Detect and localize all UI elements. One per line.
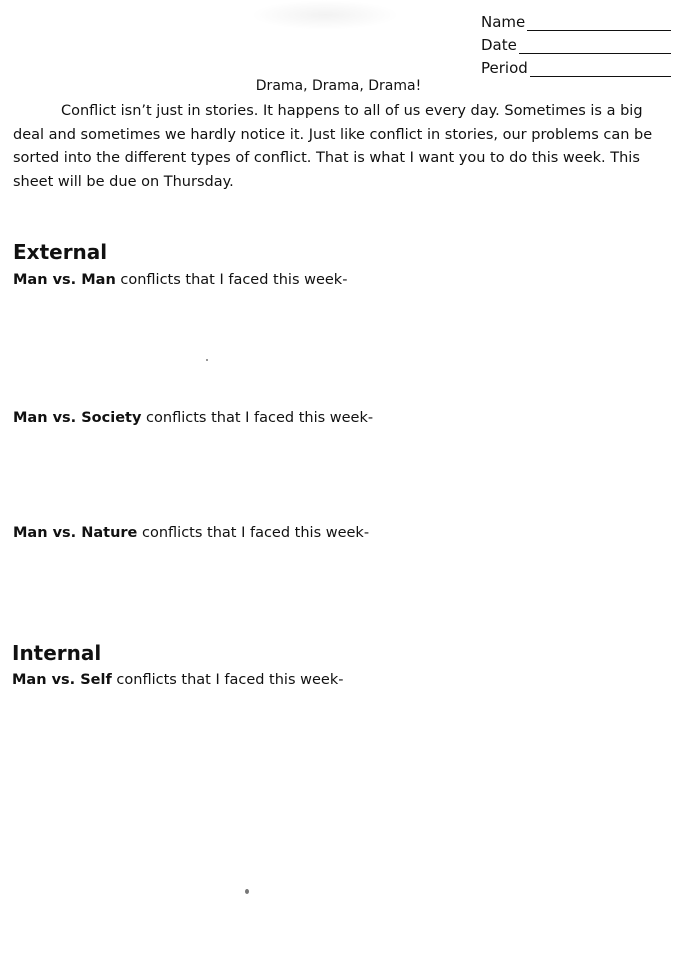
prompt-bold-term: Man — [81, 272, 116, 288]
period-label: Period — [481, 59, 528, 77]
man-vs-self-prompt — [12, 671, 343, 689]
scan-smudge — [250, 0, 400, 30]
date-blank-line[interactable] — [519, 37, 671, 54]
prompt-prefix: Man vs. — [13, 272, 82, 288]
worksheet-title: Drama, Drama, Drama! — [255, 78, 422, 94]
prompt-bold-term: Society — [81, 410, 142, 426]
prompt-suffix: conflicts that I faced this week- — [111, 672, 344, 688]
name-label: Name — [481, 13, 526, 31]
prompt-bold-term: Self — [80, 672, 112, 688]
prompt-suffix: conflicts that I faced this week- — [115, 272, 348, 288]
name-blank-line[interactable] — [527, 14, 671, 31]
man-vs-society-prompt — [13, 409, 373, 427]
prompt-prefix: Man vs. — [13, 410, 82, 426]
external-heading: External — [13, 240, 108, 264]
man-vs-man-prompt — [13, 271, 347, 289]
scan-speck — [245, 889, 249, 894]
prompt-prefix: Man vs. — [13, 525, 82, 541]
period-blank-line[interactable] — [530, 60, 671, 77]
period-field[interactable] — [481, 54, 671, 77]
date-field[interactable] — [481, 31, 671, 54]
prompt-prefix: Man vs. — [12, 672, 81, 688]
man-vs-nature-prompt — [13, 524, 369, 542]
prompt-suffix: conflicts that I faced this week- — [141, 410, 374, 426]
intro-paragraph: Conflict isn’t just in stories. It happens to all of us every day. Sometimes is a big deal and sometimes we hardly notice it. Just like conflict in stories, our problems can be sorted into the different types of conflict. That is what I want you to do this week. This sheet will be due on Thursday. — [13, 103, 653, 190]
date-label: Date — [481, 36, 517, 54]
scan-speck — [206, 359, 208, 361]
name-field[interactable] — [481, 8, 671, 31]
internal-heading: Internal — [12, 641, 102, 665]
prompt-bold-term: Nature — [81, 525, 138, 541]
prompt-suffix: conflicts that I faced this week- — [137, 525, 370, 541]
student-info-fields — [481, 8, 671, 77]
